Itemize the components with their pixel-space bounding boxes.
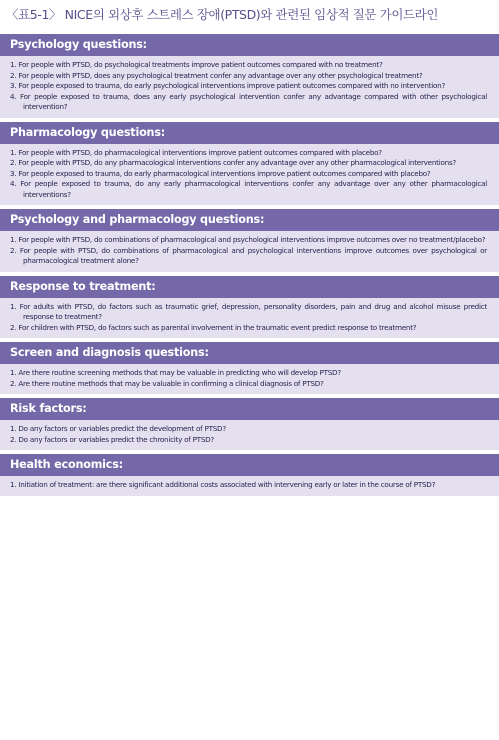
question-item: 1. For people with PTSD, do pharmacological interventions improve patient outcomes compared with placebo?: [10, 147, 382, 157]
section-header: Response to treatment:: [0, 276, 499, 298]
question-item: 2. For children with PTSD, do factors such as parental involvement in the traumatic event predict response to treatment?: [10, 322, 417, 332]
question-list: [10, 235, 487, 267]
question-section: [0, 342, 499, 394]
question-item: 2. For people with PTSD, does any psychological treatment confer any advantage over any other psychological treatment?: [10, 70, 423, 80]
question-item: 1. Do any factors or variables predict the development of PTSD?: [10, 424, 226, 433]
section-body: [0, 56, 499, 118]
question-item: 2. For people with PTSD, do any pharmacological interventions confer any advantage over any other pharmacological interventions?: [10, 158, 456, 167]
question-item: 1. For people with PTSD, do psychological treatments improve patient outcomes compared with no treatment?: [10, 60, 383, 69]
section-header: Risk factors:: [0, 398, 499, 420]
question-item: 2. Do any factors or variables predict the chronicity of PTSD?: [10, 434, 214, 444]
question-section: [0, 34, 499, 118]
guideline-table: [0, 34, 499, 496]
question-item: 1. For adults with PTSD, do factors such as traumatic grief, depression, personality disorders, pain and drug and alcohol misuse predict response to treatment?: [10, 301, 487, 321]
question-list: [10, 148, 487, 201]
question-section: [0, 209, 499, 272]
question-item: 3. For people exposed to trauma, do early psychological interventions improve patient outcomes compared with no intervention?: [10, 81, 446, 90]
section-header: Psychology questions:: [0, 34, 499, 56]
table-caption: 〈표5-1〉 NICE의 외상후 스트레스 장애(PTSD)와 관련된 임상적 질문 가이드라인: [6, 7, 439, 22]
question-section: [0, 122, 499, 206]
section-body: [0, 144, 499, 206]
question-item: 1. For people with PTSD, do combinations of pharmacological and psychological interventions improve outcomes over no treatment/placebo?: [10, 235, 486, 244]
question-section: [0, 454, 499, 496]
section-header: Pharmacology questions:: [0, 122, 499, 144]
question-section: [0, 398, 499, 450]
question-item: 3. For people exposed to trauma, do early pharmacological interventions improve patient outcomes compared with placebo?: [10, 168, 431, 178]
question-item: 4. For people exposed to trauma, do any early pharmacological interventions confer any advantage over any other pharmacological interventions?: [10, 179, 487, 199]
section-body: [0, 364, 499, 394]
question-list: [10, 60, 487, 113]
question-item: 1. Initiation of treatment: are there significant additional costs associated with intervening early or later in the course of PTSD?: [10, 480, 436, 489]
section-header: Health economics:: [0, 454, 499, 476]
question-list: [10, 424, 487, 445]
section-body: [0, 231, 499, 272]
section-header: Psychology and pharmacology questions:: [0, 209, 499, 231]
question-list: [10, 368, 487, 389]
question-item: 1. Are there routine screening methods that may be valuable in predicting who will develop PTSD?: [10, 368, 341, 377]
question-list: [10, 480, 487, 491]
section-body: [0, 476, 499, 496]
question-section: [0, 276, 499, 339]
question-item: 4. For people exposed to trauma, does any early psychological intervention confer any advantage compared with other psychological intervention?: [10, 91, 487, 111]
question-item: 2. For people with PTSD, do combinations of pharmacological and psychological interventions improve outcomes over psychological or pharmacological treatment alone?: [10, 245, 487, 265]
section-body: [0, 420, 499, 450]
question-list: [10, 302, 487, 334]
section-body: [0, 298, 499, 339]
question-item: 2. Are there routine methods that may be valuable in confirming a clinical diagnosis of PTSD?: [10, 378, 324, 388]
section-header: Screen and diagnosis questions:: [0, 342, 499, 364]
